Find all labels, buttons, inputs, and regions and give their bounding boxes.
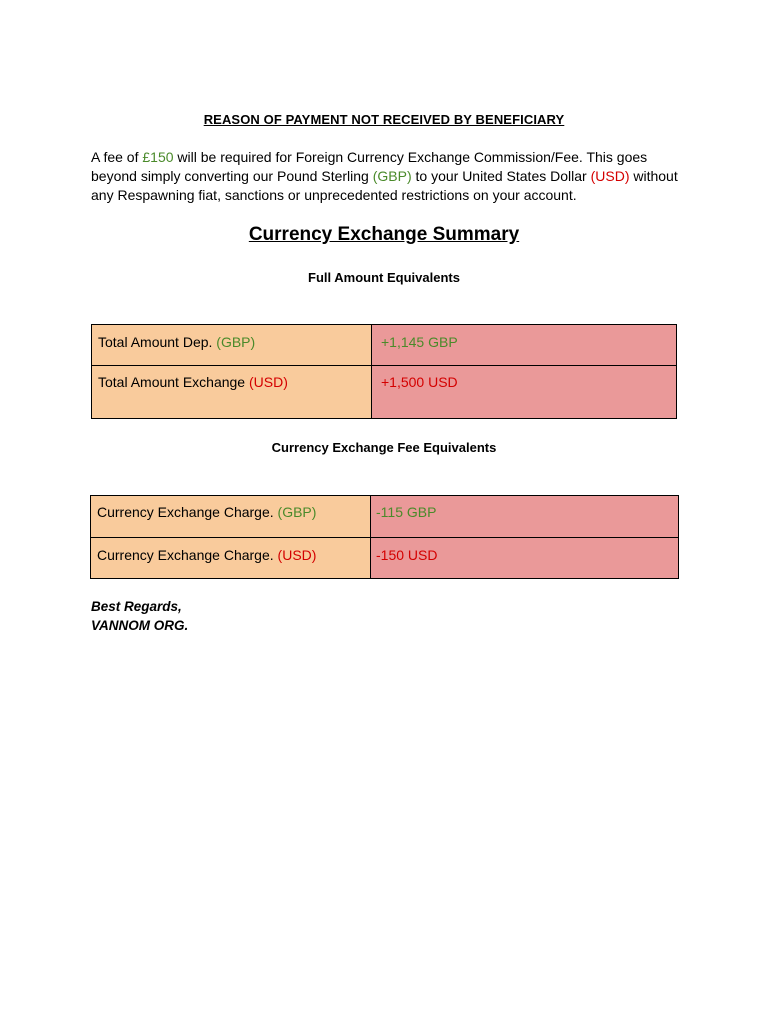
closing-signature xyxy=(91,597,188,635)
row-value: -115 GBP xyxy=(371,496,679,538)
row-label-cell xyxy=(92,366,372,419)
table-row xyxy=(92,325,677,366)
intro-paragraph xyxy=(91,148,681,205)
row-currency: (GBP) xyxy=(277,504,317,520)
fee-equivalents-table xyxy=(90,495,679,579)
fee-equivalents-heading: Currency Exchange Fee Equivalents xyxy=(271,440,497,455)
row-label-cell xyxy=(92,325,372,366)
row-label: Currency Exchange Charge. xyxy=(97,504,278,520)
intro-text-3: to your United States Dollar xyxy=(411,168,591,184)
summary-title: Currency Exchange Summary xyxy=(248,224,520,245)
row-label-cell xyxy=(91,496,371,538)
row-label-cell xyxy=(91,538,371,579)
row-value: -150 USD xyxy=(371,538,679,579)
fee-amount: £150 xyxy=(142,149,174,165)
row-value: +1,500 USD xyxy=(372,366,677,419)
document-title: REASON OF PAYMENT NOT RECEIVED BY BENEFICIARY xyxy=(203,112,565,127)
closing-regards: Best Regards, xyxy=(91,599,182,614)
row-value: +1,145 GBP xyxy=(372,325,677,366)
row-label: Total Amount Exchange xyxy=(98,374,249,390)
row-currency: (USD) xyxy=(277,547,317,563)
table-row xyxy=(92,366,677,419)
intro-text-2: will be required for Foreign Currency Exchange Commission/Fee. This goes beyond simply converting our Pound Sterling xyxy=(91,149,648,184)
row-label: Currency Exchange Charge. xyxy=(97,547,278,563)
gbp-label: (GBP) xyxy=(372,168,412,184)
table-row xyxy=(91,538,679,579)
row-label: Total Amount Dep. xyxy=(98,334,217,350)
row-currency: (GBP) xyxy=(216,334,256,350)
row-currency: (USD) xyxy=(249,374,288,390)
full-amount-table xyxy=(91,324,677,419)
usd-label: (USD) xyxy=(590,168,630,184)
intro-text-4: without any Respawning fiat, sanctions or unprecedented restrictions on your account. xyxy=(91,168,678,203)
closing-org: VANNOM ORG. xyxy=(91,618,189,633)
intro-text-1: A fee of xyxy=(91,149,143,165)
full-amount-heading: Full Amount Equivalents xyxy=(308,270,460,285)
table-row xyxy=(91,496,679,538)
